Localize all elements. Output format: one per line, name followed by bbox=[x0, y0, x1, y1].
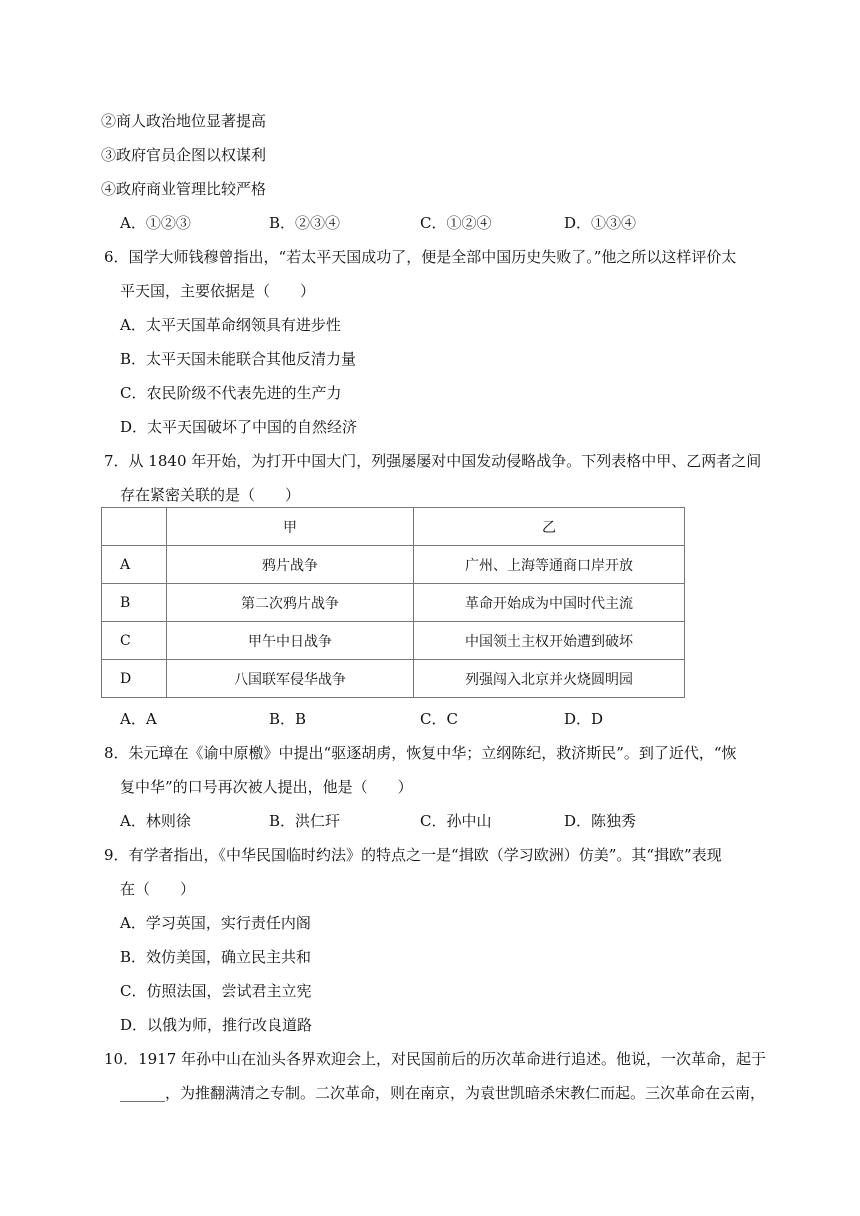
option-b[interactable]: B．②③④ bbox=[269, 214, 341, 232]
option-a[interactable]: A．A bbox=[120, 710, 157, 728]
option-d[interactable]: D．D bbox=[564, 710, 604, 728]
option-a[interactable]: A．①②③ bbox=[120, 214, 191, 232]
q8-options bbox=[120, 810, 636, 831]
q8-stem-line1: 8．朱元璋在《谕中原檄》中提出“驱逐胡虏，恢复中华；立纲陈纪，救济斯民”。到了近代，“恢 bbox=[104, 744, 737, 762]
option-b[interactable]: B．B bbox=[269, 710, 307, 728]
q6-option-d[interactable]: D．太平天国破坏了中国的自然经济 bbox=[120, 418, 358, 436]
option-c[interactable]: C．①②④ bbox=[420, 214, 492, 232]
option-c[interactable]: C．C bbox=[420, 710, 458, 728]
option-b[interactable]: B．洪仁玕 bbox=[269, 812, 341, 830]
statement-3: ③政府官员企图以权谋利 bbox=[101, 146, 267, 164]
q7-table bbox=[101, 507, 685, 698]
q9-option-b[interactable]: B．效仿美国，确立民主共和 bbox=[120, 948, 312, 966]
q8-stem-line2: 复中华”的口号再次被人提出，他是（ ） bbox=[120, 778, 413, 796]
q6-stem-line2: 平天国，主要依据是（ ） bbox=[120, 282, 316, 300]
statement-2: ②商人政治地位显著提高 bbox=[101, 112, 267, 130]
table-row: A 鸦片战争 广州、上海等通商口岸开放 bbox=[102, 546, 685, 584]
table-row: B 第二次鸦片战争 革命开始成为中国时代主流 bbox=[102, 584, 685, 622]
table-row: D 八国联军侵华战争 列强闯入北京并火烧圆明园 bbox=[102, 660, 685, 698]
q9-option-c[interactable]: C．仿照法国，尝试君主立宪 bbox=[120, 982, 312, 1000]
q10-stem-line1: 10．1917 年孙中山在汕头各界欢迎会上，对民国前后的历次革命进行追述。他说，一次革命，起于 bbox=[104, 1050, 767, 1068]
q7-stem-line1: 7．从 1840 年开始，为打开中国大门，列强屡屡对中国发动侵略战争。下列表格中甲、乙两者之间 bbox=[104, 452, 762, 470]
option-a[interactable]: A．林则徐 bbox=[120, 812, 191, 830]
q6-option-b[interactable]: B．太平天国未能联合其他反清力量 bbox=[120, 350, 357, 368]
table-header-row bbox=[102, 508, 685, 546]
q6-option-a[interactable]: A．太平天国革命纲领具有进步性 bbox=[120, 316, 341, 334]
q9-option-d[interactable]: D．以俄为师，推行改良道路 bbox=[120, 1016, 313, 1034]
option-c[interactable]: C．孙中山 bbox=[420, 812, 492, 830]
q10-stem-line2: ______，为推翻满清之专制。二次革命，则在南京，为袁世凯暗杀宋教仁而起。三次革命在云南， bbox=[120, 1084, 766, 1102]
option-d[interactable]: D．陈独秀 bbox=[564, 812, 637, 830]
q9-stem-line1: 9．有学者指出，《中华民国临时约法》的特点之一是“揖欧（学习欧洲）仿美”。其“揖欧”表现 bbox=[104, 846, 722, 864]
header-yi: 乙 bbox=[414, 508, 685, 546]
table-row: C 甲午中日战争 中国领土主权开始遭到破坏 bbox=[102, 622, 685, 660]
q6-stem-line1: 6．国学大师钱穆曾指出，“若太平天国成功了，便是全部中国历史失败了。”他之所以这样评价太 bbox=[104, 248, 737, 266]
q9-option-a[interactable]: A．学习英国，实行责任内阁 bbox=[120, 914, 311, 932]
statement-4: ④政府商业管理比较严格 bbox=[101, 180, 267, 198]
q5-options bbox=[120, 212, 636, 233]
q7-stem-line2: 存在紧密关联的是（ ） bbox=[120, 486, 301, 504]
q9-stem-line2: 在（ ） bbox=[120, 880, 196, 898]
option-d[interactable]: D．①③④ bbox=[564, 214, 637, 232]
q7-options bbox=[120, 708, 603, 729]
header-jia: 甲 bbox=[167, 508, 414, 546]
q6-option-c[interactable]: C．农民阶级不代表先进的生产力 bbox=[120, 384, 342, 402]
